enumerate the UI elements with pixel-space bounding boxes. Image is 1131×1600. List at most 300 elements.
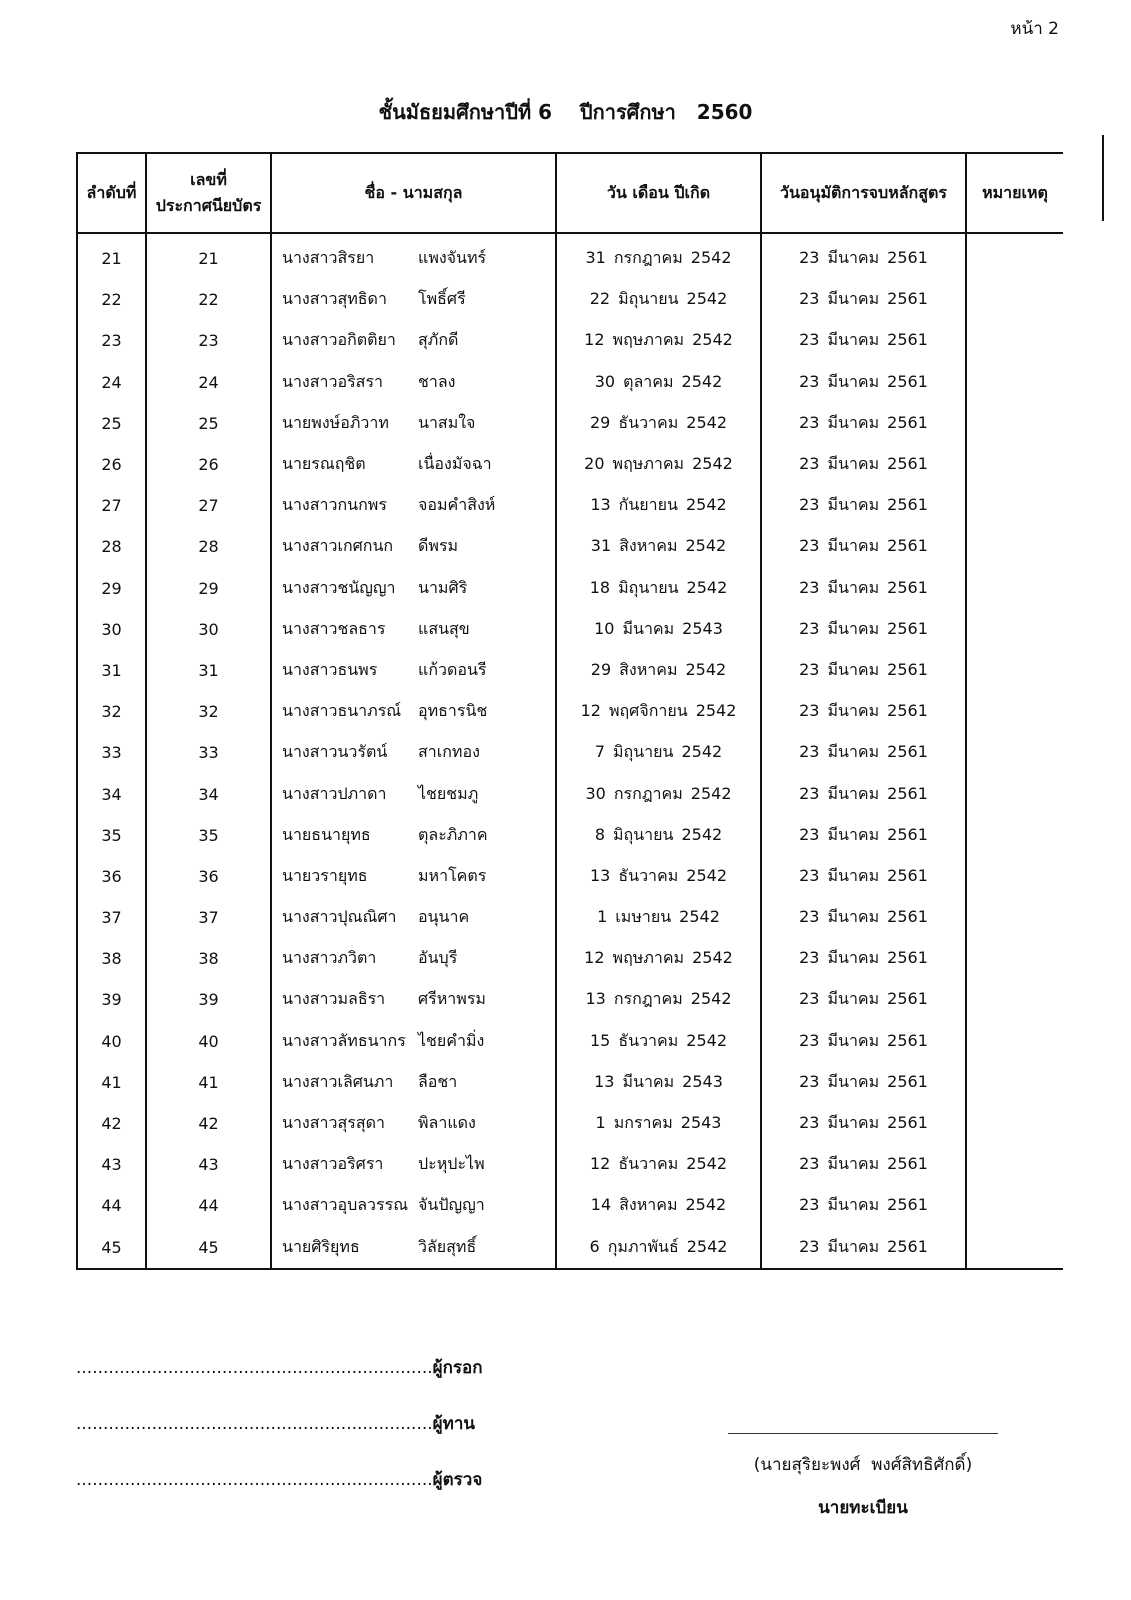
row-no: 33 <box>77 732 146 773</box>
row-approval-date <box>761 815 966 856</box>
birth-year: 2542 <box>679 907 720 927</box>
given-name: นางสาวนวรัตน์ <box>282 742 388 762</box>
row-no: 21 <box>77 233 146 279</box>
row-approval-date <box>761 444 966 485</box>
birth-year: 2542 <box>690 248 732 268</box>
birth-year: 2542 <box>692 454 733 474</box>
birth-year: 2542 <box>686 412 727 432</box>
table-row <box>77 609 1063 650</box>
row-approval-date <box>761 650 966 691</box>
row-approval-date <box>761 233 966 279</box>
row-approval-date <box>761 1185 966 1226</box>
row-remark <box>966 691 1063 732</box>
row-full-name <box>271 1227 556 1269</box>
row-no: 31 <box>77 650 146 691</box>
approval-day: 23 <box>799 577 820 597</box>
row-remark <box>966 856 1063 897</box>
approval-day: 23 <box>799 783 820 803</box>
table-row <box>77 403 1063 444</box>
row-remark <box>966 1227 1063 1269</box>
birth-day: 13 <box>585 989 606 1009</box>
row-cert-no: 36 <box>146 856 271 897</box>
row-no: 29 <box>77 568 146 609</box>
row-remark <box>966 485 1063 526</box>
approval-month: มีนาคม <box>827 783 880 803</box>
row-cert-no: 25 <box>146 403 271 444</box>
approval-year: 2561 <box>887 1236 928 1256</box>
surname: ตุละภิภาค <box>418 824 488 844</box>
table-row <box>77 1144 1063 1185</box>
approval-month: มีนาคม <box>827 1195 880 1215</box>
surname: นาสมใจ <box>418 412 476 432</box>
table-row <box>77 1185 1063 1226</box>
row-full-name <box>271 732 556 773</box>
approval-month: มีนาคม <box>827 1154 880 1174</box>
row-birthdate <box>556 1062 761 1103</box>
row-approval-date <box>761 526 966 567</box>
approval-day: 23 <box>799 412 820 432</box>
birth-year: 2542 <box>692 948 733 968</box>
header-cert-no <box>146 153 271 233</box>
approval-day: 23 <box>799 1071 820 1091</box>
approval-month: มีนาคม <box>827 1113 880 1133</box>
table-row <box>77 856 1063 897</box>
birth-month: มิถุนายน <box>618 577 679 597</box>
surname: ลือชา <box>418 1071 458 1091</box>
row-no: 45 <box>77 1227 146 1269</box>
reviewer-signature-line <box>76 1410 475 1437</box>
given-name: นางสาวชนัญญา <box>282 577 396 597</box>
birth-month: พฤษภาคม <box>612 330 685 350</box>
surname: ชาลง <box>418 371 456 391</box>
birth-month: ธันวาคม <box>618 865 679 885</box>
approval-year: 2561 <box>887 454 928 474</box>
birth-year: 2542 <box>690 783 732 803</box>
row-full-name <box>271 650 556 691</box>
row-approval-date <box>761 1103 966 1144</box>
approval-month: มีนาคม <box>827 248 880 268</box>
approval-month: มีนาคม <box>827 948 880 968</box>
birth-day: 13 <box>590 865 611 885</box>
birth-day: 1 <box>595 1113 606 1133</box>
row-approval-date <box>761 938 966 979</box>
birth-day: 7 <box>594 742 605 762</box>
row-full-name <box>271 403 556 444</box>
birth-year: 2542 <box>685 495 727 515</box>
row-full-name <box>271 856 556 897</box>
row-approval-date <box>761 1021 966 1062</box>
approval-month: มีนาคม <box>827 495 880 515</box>
row-full-name <box>271 1144 556 1185</box>
birth-year: 2542 <box>690 989 732 1009</box>
birth-month: ธันวาคม <box>618 412 679 432</box>
approval-month: มีนาคม <box>827 701 880 721</box>
page-number: หน้า 2 <box>1010 19 1059 39</box>
approval-month: มีนาคม <box>827 289 880 309</box>
surname: อนุนาค <box>418 907 470 927</box>
row-cert-no: 43 <box>146 1144 271 1185</box>
row-cert-no: 26 <box>146 444 271 485</box>
birth-day: 8 <box>594 824 605 844</box>
approval-year: 2561 <box>887 701 928 721</box>
approval-month: มีนาคม <box>827 1071 880 1091</box>
approval-year: 2561 <box>887 577 928 597</box>
graduate-table <box>76 152 1063 1270</box>
row-full-name <box>271 279 556 320</box>
approval-day: 23 <box>799 865 820 885</box>
given-name: นายพงษ์อภิวาท <box>282 412 389 432</box>
row-cert-no: 35 <box>146 815 271 856</box>
row-remark <box>966 897 1063 938</box>
table-row <box>77 362 1063 403</box>
row-approval-date <box>761 403 966 444</box>
row-birthdate <box>556 938 761 979</box>
birth-month: มิถุนายน <box>613 824 674 844</box>
birth-day: 18 <box>589 577 611 597</box>
table-row <box>77 732 1063 773</box>
row-birthdate <box>556 485 761 526</box>
approval-day: 23 <box>799 495 820 515</box>
approval-day: 23 <box>799 1154 820 1174</box>
row-approval-date <box>761 1227 966 1269</box>
header-cert-no-text: เลขที่ ประกาศนียบัตร <box>155 170 262 215</box>
registrar-name: (นายสุริยะพงศ์ พงศ์สิทธิศักดิ์) <box>753 1455 973 1475</box>
row-approval-date <box>761 485 966 526</box>
surname: ปะหุปะไพ <box>418 1154 485 1174</box>
approval-day: 23 <box>799 948 820 968</box>
approval-month: มีนาคม <box>827 454 880 474</box>
header-birthdate: วัน เดือน ปีเกิด <box>556 153 761 233</box>
birth-year: 2542 <box>681 371 723 391</box>
birth-day: 1 <box>597 907 608 927</box>
approval-month: มีนาคม <box>827 371 880 391</box>
surname: ศรีหาพรม <box>418 989 486 1009</box>
row-cert-no: 31 <box>146 650 271 691</box>
margin-line <box>1102 135 1104 221</box>
birth-month: มกราคม <box>613 1113 673 1133</box>
table-body <box>77 233 1063 1269</box>
birth-month: ตุลาคม <box>623 371 674 391</box>
birth-month: กรกฎาคม <box>613 783 683 803</box>
approval-year: 2561 <box>887 1154 928 1174</box>
table-row <box>77 568 1063 609</box>
row-cert-no: 23 <box>146 320 271 361</box>
table-row <box>77 650 1063 691</box>
surname: ไชยคำมิ่ง <box>418 1030 485 1050</box>
given-name: นางสาวมลธิรา <box>282 989 386 1009</box>
surname: แก้วดอนรี <box>418 659 487 679</box>
birth-year: 2543 <box>682 1071 723 1091</box>
approval-day: 23 <box>799 330 820 350</box>
surname: มหาโคตร <box>418 865 487 885</box>
row-remark <box>966 938 1063 979</box>
approval-day: 23 <box>799 454 820 474</box>
approval-year: 2561 <box>887 248 928 268</box>
surname: อุทธารนิช <box>418 701 488 721</box>
row-remark <box>966 650 1063 691</box>
birth-day: 12 <box>590 1154 611 1174</box>
row-remark <box>966 1103 1063 1144</box>
row-cert-no: 30 <box>146 609 271 650</box>
academic-year: 2560 <box>696 100 753 124</box>
row-remark <box>966 233 1063 279</box>
approval-month: มีนาคม <box>827 1236 880 1256</box>
approval-year: 2561 <box>887 412 928 432</box>
given-name: นางสาวสิรยา <box>282 248 375 268</box>
approval-month: มีนาคม <box>827 1030 880 1050</box>
birth-day: 29 <box>590 412 611 432</box>
given-name: นายวรายุทธ <box>282 865 368 885</box>
row-full-name <box>271 526 556 567</box>
row-cert-no: 40 <box>146 1021 271 1062</box>
row-birthdate <box>556 1144 761 1185</box>
row-no: 34 <box>77 773 146 814</box>
birth-month: ธันวาคม <box>618 1154 679 1174</box>
birth-month: พฤศจิกายน <box>608 701 688 721</box>
header-no: ลำดับที่ <box>77 153 146 233</box>
row-remark <box>966 362 1063 403</box>
row-no: 43 <box>77 1144 146 1185</box>
row-birthdate <box>556 773 761 814</box>
birth-year: 2542 <box>686 1236 728 1256</box>
approval-year: 2561 <box>887 1113 928 1133</box>
surname: จันปัญญา <box>418 1195 485 1215</box>
row-cert-no: 21 <box>146 233 271 279</box>
approval-year: 2561 <box>887 330 928 350</box>
row-approval-date <box>761 979 966 1020</box>
row-birthdate <box>556 526 761 567</box>
birth-day: 29 <box>590 659 612 679</box>
approval-day: 23 <box>799 907 820 927</box>
birth-year: 2542 <box>685 659 727 679</box>
table-row <box>77 1103 1063 1144</box>
row-remark <box>966 979 1063 1020</box>
registrar-signature-rule <box>728 1433 998 1434</box>
row-full-name <box>271 485 556 526</box>
row-no: 41 <box>77 1062 146 1103</box>
birth-year: 2542 <box>685 536 727 556</box>
row-birthdate <box>556 444 761 485</box>
approval-day: 23 <box>799 989 820 1009</box>
row-full-name <box>271 1103 556 1144</box>
row-no: 42 <box>77 1103 146 1144</box>
row-birthdate <box>556 320 761 361</box>
approval-year: 2561 <box>887 783 928 803</box>
row-birthdate <box>556 568 761 609</box>
dotted-line: .................................................................. <box>76 1414 433 1434</box>
row-no: 35 <box>77 815 146 856</box>
approval-month: มีนาคม <box>827 577 880 597</box>
table-row <box>77 526 1063 567</box>
approval-day: 23 <box>799 618 820 638</box>
row-cert-no: 44 <box>146 1185 271 1226</box>
approval-year: 2561 <box>887 1195 928 1215</box>
birth-year: 2543 <box>682 618 723 638</box>
row-no: 37 <box>77 897 146 938</box>
row-birthdate <box>556 856 761 897</box>
approval-year: 2561 <box>887 289 928 309</box>
birth-month: มีนาคม <box>622 618 675 638</box>
birth-day: 31 <box>585 248 606 268</box>
row-cert-no: 37 <box>146 897 271 938</box>
birth-year: 2542 <box>686 289 728 309</box>
given-name: นางสาวอุบลวรรณ <box>282 1195 409 1215</box>
birth-year: 2542 <box>681 742 723 762</box>
approval-day: 23 <box>799 1030 820 1050</box>
dotted-line: .................................................................. <box>76 1358 433 1378</box>
row-remark <box>966 1185 1063 1226</box>
row-birthdate <box>556 362 761 403</box>
birth-year: 2542 <box>685 1195 727 1215</box>
row-no: 30 <box>77 609 146 650</box>
row-cert-no: 29 <box>146 568 271 609</box>
birth-month: มิถุนายน <box>613 742 674 762</box>
row-approval-date <box>761 1144 966 1185</box>
row-cert-no: 42 <box>146 1103 271 1144</box>
row-cert-no: 45 <box>146 1227 271 1269</box>
birth-year: 2542 <box>686 865 727 885</box>
row-remark <box>966 444 1063 485</box>
row-no: 28 <box>77 526 146 567</box>
given-name: นางสาวเลิศนภา <box>282 1071 394 1091</box>
row-birthdate <box>556 897 761 938</box>
surname: แพงจันทร์ <box>418 248 487 268</box>
surname: แสนสุข <box>418 618 470 638</box>
row-no: 39 <box>77 979 146 1020</box>
table-header-row <box>77 153 1063 233</box>
row-approval-date <box>761 897 966 938</box>
birth-month: กรกฎาคม <box>613 248 683 268</box>
row-full-name <box>271 568 556 609</box>
given-name: นายรณฤชิต <box>282 454 366 474</box>
given-name: นางสาวเกศกนก <box>282 536 394 556</box>
row-remark <box>966 526 1063 567</box>
surname: อันบุรี <box>418 948 458 968</box>
row-no: 27 <box>77 485 146 526</box>
table-row <box>77 233 1063 279</box>
row-remark <box>966 568 1063 609</box>
row-birthdate <box>556 691 761 732</box>
row-cert-no: 22 <box>146 279 271 320</box>
row-full-name <box>271 320 556 361</box>
approval-year: 2561 <box>887 742 928 762</box>
table-row <box>77 485 1063 526</box>
given-name: นางสาวชลธาร <box>282 618 386 638</box>
row-full-name <box>271 1185 556 1226</box>
approval-year: 2561 <box>887 989 928 1009</box>
row-birthdate <box>556 1021 761 1062</box>
approval-month: มีนาคม <box>827 865 880 885</box>
registrar-title: นายทะเบียน <box>818 1498 908 1518</box>
surname: จอมคำสิงห์ <box>418 495 496 515</box>
row-birthdate <box>556 979 761 1020</box>
approval-day: 23 <box>799 701 820 721</box>
surname: โพธิ์ศรี <box>418 289 466 309</box>
row-full-name <box>271 691 556 732</box>
row-full-name <box>271 979 556 1020</box>
birth-year: 2542 <box>686 577 728 597</box>
approval-month: มีนาคม <box>827 536 880 556</box>
row-birthdate <box>556 609 761 650</box>
table-row <box>77 691 1063 732</box>
row-birthdate <box>556 1103 761 1144</box>
birth-year: 2542 <box>695 701 737 721</box>
row-full-name <box>271 897 556 938</box>
row-remark <box>966 1062 1063 1103</box>
given-name: นางสาวปภาดา <box>282 783 387 803</box>
given-name: นางสาวอกิตติยา <box>282 330 396 350</box>
approval-day: 23 <box>799 659 820 679</box>
table-row <box>77 815 1063 856</box>
table-row <box>77 1021 1063 1062</box>
row-remark <box>966 1144 1063 1185</box>
approval-month: มีนาคม <box>827 412 880 432</box>
birth-year: 2542 <box>686 1030 727 1050</box>
birth-month: ธันวาคม <box>618 1030 679 1050</box>
row-approval-date <box>761 362 966 403</box>
row-cert-no: 28 <box>146 526 271 567</box>
row-full-name <box>271 444 556 485</box>
row-cert-no: 27 <box>146 485 271 526</box>
row-approval-date <box>761 609 966 650</box>
birth-year: 2542 <box>681 824 723 844</box>
approval-year: 2561 <box>887 495 928 515</box>
approval-day: 23 <box>799 371 820 391</box>
approval-year: 2561 <box>887 1071 928 1091</box>
row-birthdate <box>556 279 761 320</box>
birth-day: 30 <box>594 371 616 391</box>
birth-month: พฤษภาคม <box>612 454 685 474</box>
approval-day: 23 <box>799 1236 820 1256</box>
row-remark <box>966 403 1063 444</box>
approval-month: มีนาคม <box>827 330 880 350</box>
row-birthdate <box>556 403 761 444</box>
row-remark <box>966 815 1063 856</box>
row-full-name <box>271 1021 556 1062</box>
row-birthdate <box>556 233 761 279</box>
approval-day: 23 <box>799 742 820 762</box>
given-name: นางสาวลัทธนากร <box>282 1030 406 1050</box>
approval-day: 23 <box>799 536 820 556</box>
birth-month: เมษายน <box>615 907 672 927</box>
birth-day: 12 <box>584 330 605 350</box>
given-name: นางสาวสุทธิดา <box>282 289 387 309</box>
birth-day: 30 <box>585 783 606 803</box>
birth-day: 13 <box>590 495 611 515</box>
row-approval-date <box>761 320 966 361</box>
row-approval-date <box>761 691 966 732</box>
row-remark <box>966 609 1063 650</box>
surname: เนื่องมัจฉา <box>418 454 492 474</box>
row-approval-date <box>761 773 966 814</box>
row-cert-no: 34 <box>146 773 271 814</box>
birth-month: มีนาคม <box>622 1071 675 1091</box>
header-name: ชื่อ - นามสกุล <box>271 153 556 233</box>
row-approval-date <box>761 279 966 320</box>
row-cert-no: 41 <box>146 1062 271 1103</box>
birth-day: 22 <box>589 289 611 309</box>
academic-year-label: ปีการศึกษา <box>579 100 676 124</box>
approval-day: 23 <box>799 824 820 844</box>
given-name: นางสาวอริศรา <box>282 1154 384 1174</box>
row-full-name <box>271 773 556 814</box>
row-birthdate <box>556 732 761 773</box>
given-name: นางสาวธนาภรณ์ <box>282 701 402 721</box>
row-no: 22 <box>77 279 146 320</box>
birth-day: 12 <box>580 701 601 721</box>
given-name: นายธนายุทธ <box>282 824 371 844</box>
birth-day: 15 <box>590 1030 611 1050</box>
